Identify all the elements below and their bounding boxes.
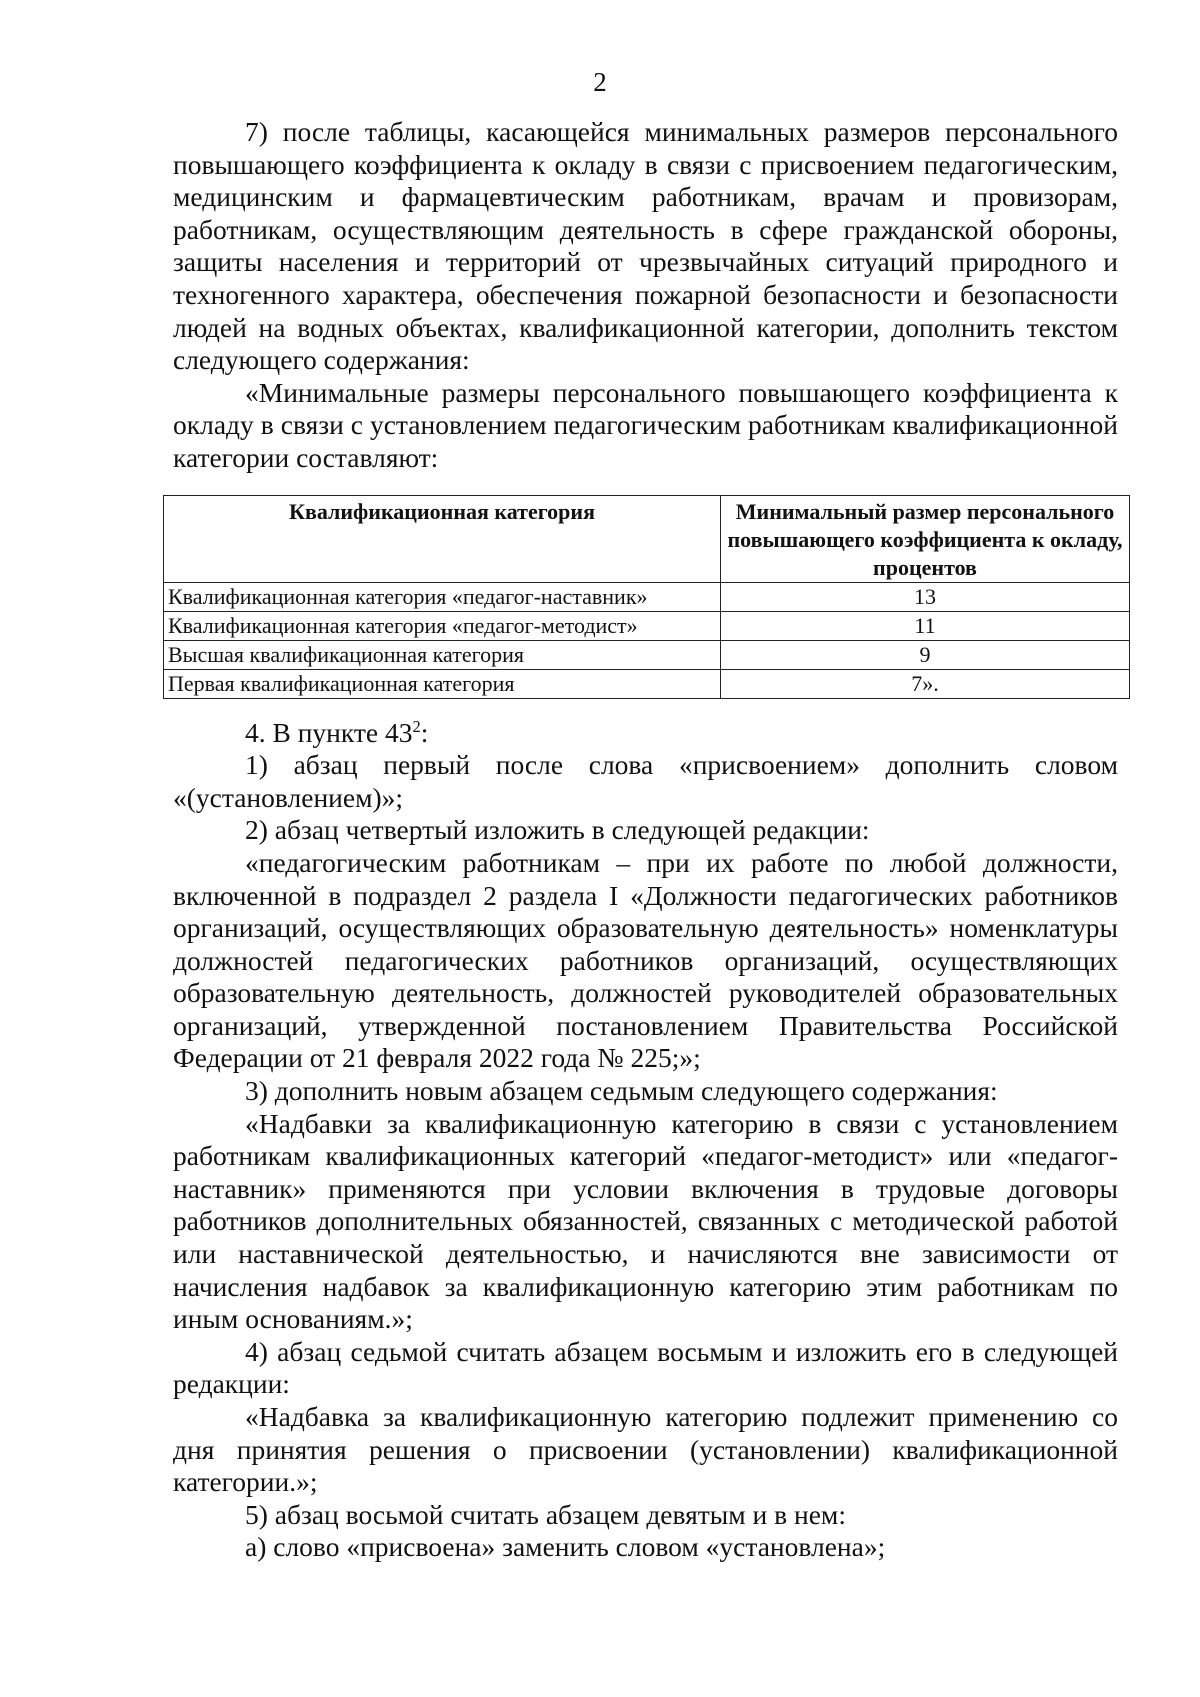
paragraph-4-5-a: а) слово «присвоена» заменить словом «установлена»; — [245, 1531, 886, 1563]
qualification-table-wrapper — [163, 495, 1130, 699]
item-4-superscript: 2 — [412, 716, 421, 736]
paragraph-item-7: 7) после таблицы, касающейся минимальных размеров персонального повышающего коэффициента к окладу в связи с присвоением педагогическим, медицинским и фармацевтическим работникам, врачам и провизорам, работникам, осуществляющим деятельность в сфере гражданской обороны, защиты населения и территорий от чрезвычайных ситуаций природного и техногенного характера, обеспечения пожарной безопасности и безопасности людей на водных объектах, квалификационной категории, дополнить текстом следующего содержания: — [173, 116, 1118, 376]
document-body — [168, 116, 1123, 1564]
table-row — [164, 582, 1130, 611]
paragraph-4-5: 5) абзац восьмой считать абзацем девятым и в нем: — [245, 1498, 846, 1530]
paragraph-4-2-quote: «педагогическим работникам – при их работе по любой должности, включенной в подраздел 2 раздела I «Должности педагогических работников организаций, осуществляющих образовательную деятельность» номенклатуры должностей педагогических работников организаций, осуществляющих образовательную деятельность, должностей руководителей образовательных организаций, утвержденной постановлением Правительства Российской Федерации от 21 февраля 2022 года № 225;»; — [173, 846, 1118, 1074]
item-4-prefix: 4. В пункте 43 — [245, 716, 413, 748]
qualification-table — [163, 495, 1130, 699]
table-row — [164, 611, 1130, 640]
table-cell-category: Квалификационная категория «педагог-методист» — [164, 611, 721, 640]
table-row — [164, 669, 1130, 698]
table-row — [164, 640, 1130, 669]
paragraph-4-4-quote: «Надбавка за квалификационную категорию подлежит применению со дня принятия решения о присвоении (установлении) квалификационной категории.»; — [173, 1401, 1118, 1498]
paragraph-4-2: 2) абзац четвертый изложить в следующей редакции: — [245, 814, 870, 846]
paragraph-item-4-heading — [173, 717, 1118, 750]
page-number: 2 — [593, 67, 607, 97]
paragraph-4-4: 4) абзац седьмой считать абзацем восьмым и изложить его в следующей редакции: — [173, 1335, 1118, 1400]
table-header-coefficient: Минимальный размер персонального повышающего коэффициента к окладу, процентов — [721, 495, 1130, 582]
table-header-category: Квалификационная категория — [164, 495, 721, 582]
table-cell-category: Высшая квалификационная категория — [164, 640, 721, 669]
table-cell-value: 9 — [721, 640, 1130, 669]
table-cell-value: 11 — [721, 611, 1130, 640]
paragraph-4-1: 1) абзац первый после слова «присвоением» дополнить словом «(установлением)»; — [173, 749, 1118, 813]
table-cell-value: 13 — [721, 582, 1130, 611]
table-cell-category: Первая квалификационная категория — [164, 669, 721, 698]
paragraph-quote-minimal-sizes: «Минимальные размеры персонального повышающего коэффициента к окладу в связи с установлением педагогическим работникам квалификационной категории составляют: — [173, 376, 1118, 473]
paragraph-4-3: 3) дополнить новым абзацем седьмым следующего содержания: — [245, 1075, 998, 1107]
table-cell-category: Квалификационная категория «педагог-наставник» — [164, 582, 721, 611]
table-cell-value: 7». — [721, 669, 1130, 698]
paragraph-4-3-quote: «Надбавки за квалификационную категорию в связи с установлением работникам квалификационных категорий «педагог-методист» или «педагог-наставник» применяются при условии включения в трудовые договоры работников дополнительных обязанностей, связанных с методической работой или наставнической деятельностью, и начисляются вне зависимости от начисления надбавок за квалификационную категорию этим работникам по иным основаниям.»; — [173, 1107, 1118, 1335]
item-4-suffix: : — [420, 716, 429, 748]
table-header-row — [164, 495, 1130, 582]
